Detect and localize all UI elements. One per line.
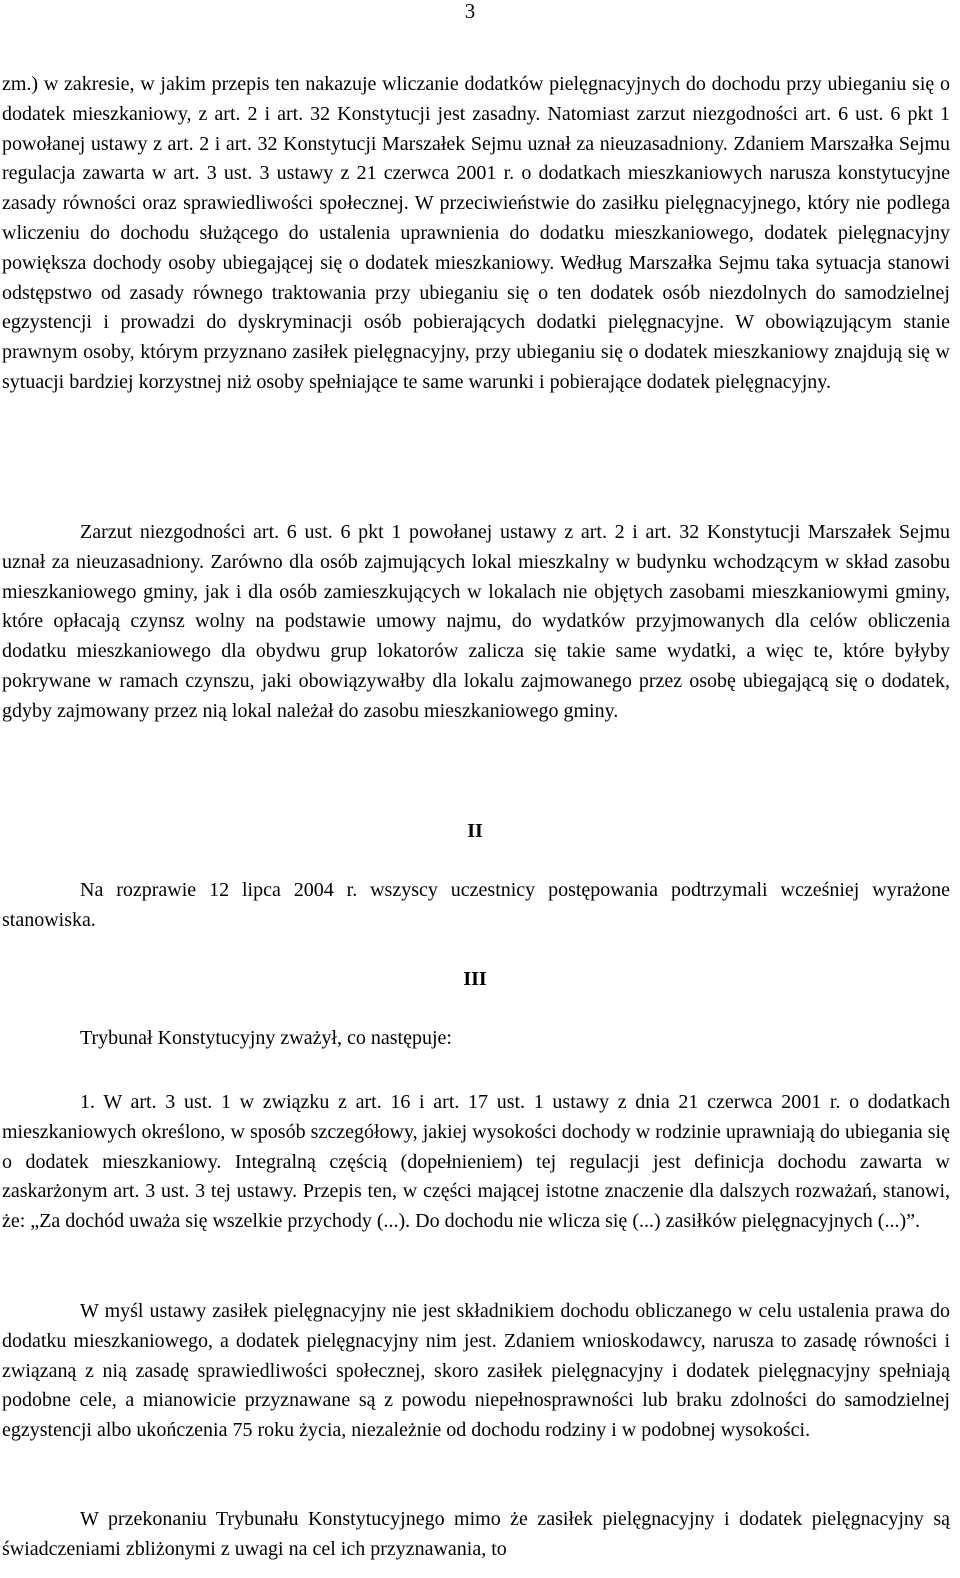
section-heading-iii: III [463, 968, 487, 990]
paragraph-applicant-view: W myśl ustawy zasiłek pielęgnacyjny nie jest składnikiem dochodu obliczanego w celu ustalenia prawa do dodatku mieszkaniowego, a dodatek pielęgnacyjny nim jest. Zdaniem wnioskodawcy, narusza to zasadę równości i związaną z nią zasadę sprawiedliwości społecznej, skoro zasiłek pielęgnacyjny i dodatek pielęgnacyjny spełniają podobne cele, a mianowicie przyznawane są z powodu niepełnosprawności lub braku zdolności do samodzielnej egzystencji albo ukończenia 75 roku życia, niezależnie od dochodu rodziny i w podobnej wysokości. [2, 1300, 950, 1442]
paragraph-hearing: Na rozprawie 12 lipca 2004 r. wszyscy uczestnicy postępowania podtrzymali wcześniej wyrażone stanowiska. [2, 879, 950, 931]
page-number: 3 [464, 0, 476, 23]
paragraph-marshal-position: zm.) w zakresie, w jakim przepis ten nakazuje wliczanie dodatków pielęgnacyjnych do dochodu przy ubieganiu się o dodatek mieszkaniowy, z art. 2 i art. 32 Konstytucji jest zasadny. Natomiast zarzut niezgodności art. 6 ust. 6 pkt 1 powołanej ustawy z art. 2 i art. 32 Konstytucji Marszałek Sejmu uznał za nieuzasadniony. Zdaniem Marszałka Sejmu regulacja zawarta w art. 3 ust. 3 ustawy z 21 czerwca 2001 r. o dodatkach mieszkaniowych narusza konstytucyjne zasady równości oraz sprawiedliwości społecznej. W przeciwieństwie do zasiłku pielęgnacyjnego, który nie podlega wliczeniu do dochodu służącego do ustalenia uprawnienia do dodatku mieszkaniowego, dodatek pielęgnacyjny powiększa dochody osoby ubiegającej się o dodatek mieszkaniowy. Według Marszałka Sejmu taka sytuacja stanowi odstępstwo od zasady równego traktowania przy ubieganiu się o ten dodatek osób niezdolnych do samodzielnej egzystencji i prowadzi do dyskryminacji osób pobierających dodatki pielęgnacyjne. W obowiązującym stanie prawnym osoby, którym przyznano zasiłek pielęgnacyjny, przy ubieganiu się o dodatek mieszkaniowy znajdują się w sytuacji bardziej korzystnej niż osoby spełniające te same warunki i pobierające dodatek pielęgnacyjny. [2, 73, 950, 393]
paragraph-tribunal-considered: Trybunał Konstytucyjny zważył, co następuje: [80, 1027, 452, 1049]
paragraph-charge-unfounded: Zarzut niezgodności art. 6 ust. 6 pkt 1 powołanej ustawy z art. 2 i art. 32 Konstytucji Marszałek Sejmu uznał za nieuzasadniony. Zarówno dla osób zajmujących lokal mieszkalny w budynku wchodzącym w skład zasobu mieszkaniowego gminy, jak i dla osób zamieszkujących w lokalach nie objętych zasobami mieszkaniowymi gminy, które opłacają czynsz wolny na podstawie umowy najmu, do wydatków przyjmowanych dla celów obliczenia dodatku mieszkaniowego dla obydwu grup lokatorów zalicza się takie same wydatki, a więc te, które byłyby pokrywane w ramach czynszu, jaki obowiązywałby dla lokalu zajmowanego przez osobę ubiegającą się o dodatek, gdyby zajmowany przez nią lokal należał do zasobu mieszkaniowego gminy. [2, 521, 950, 722]
section-heading-ii: II [467, 820, 483, 842]
paragraph-point-1: 1. W art. 3 ust. 1 w związku z art. 16 i art. 17 ust. 1 ustawy z dnia 21 czerwca 2001 r. o dodatkach mieszkaniowych określono, w sposób szczegółowy, jakiej wysokości dochody w rodzinie uprawniają do ubiegania się o dodatek mieszkaniowy. Integralną częścią (dopełnieniem) tej regulacji jest definicja dochodu zawarta w zaskarżonym art. 3 ust. 3 tej ustawy. Przepis ten, w części mającej istotne znaczenie dla dalszych rozważań, stanowi, że: „Za dochód uważa się wszelkie przychody (...). Do dochodu nie wlicza się (...) zasiłków pielęgnacyjnych (...)”. [2, 1091, 950, 1233]
paragraph-tribunal-opinion: W przekonaniu Trybunału Konstytucyjnego mimo że zasiłek pielęgnacyjny i dodatek pielęgnacyjny są świadczeniami zbliżonymi z uwagi na cel ich przyznawania, to [2, 1508, 950, 1560]
